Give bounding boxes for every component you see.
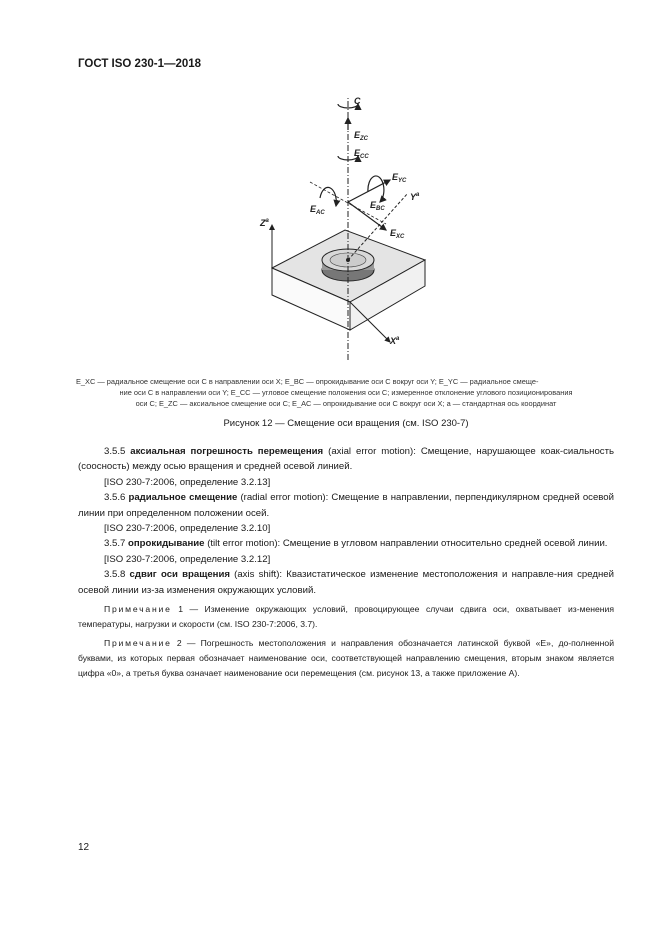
figure-legend [76,376,616,409]
page-number: 12 [78,842,90,853]
note-1: Примечание 1 — Изменение окружающих условий, провоцирующее случаи сдвига оси, охватывает из-менения температуры, нагрузки и скорости (см. ISO 230-7:2006, 3.7). [78,604,615,630]
label-ezc: $E_{ZC}$ [354,130,369,142]
figure-caption: Рисунок 12 — Смещение оси вращения (см. ISO 230-7) [223,418,469,429]
label-c: C [354,96,361,106]
label-ecc: $E_{CC}$ [354,148,369,160]
legend-line-2: ние оси C в направлении оси Y; E_CC — угловое смещение положения оси C; измеренное отклонение углового позиционирования [119,388,573,397]
section-3-5-7: 3.5.7 опрокидывание (tilt error motion): Смещение в угловом направлении относительно средней осевой линии. [104,538,608,550]
section-3-5-5-ref: [ISO 230-7:2006, определение 3.2.13] [104,476,271,488]
label-eyc: $E_{YC}$ [392,172,407,184]
section-3-5-6-ref: [ISO 230-7:2006, определение 3.2.10] [104,523,271,535]
label-z-axis: $Z^а$ [260,218,269,228]
label-y-axis: $Y^а$ [410,192,420,202]
section-3-5-5: 3.5.5 аксиальная погрешность перемещения (axial error motion): Смещение, нарушающее коак-сиальность (соосность) между осью вращения и средней осевой линией. [78,446,614,473]
tilt-ebc-arrow [368,176,384,202]
legend-line-3: оси C; E_ZC — аксиальное смещение оси C; E_AC — опрокидывание оси C вокруг оси X; а — стандартная ось координат [135,399,557,408]
label-eac: $E_{AC}$ [310,204,325,216]
legend-line-1: E_XC — радиальное смещение оси C в направлении оси X; E_BC — опрокидывание оси C вокруг оси Y; E_YC — радиальное смеще- [76,377,539,386]
label-ebc: $E_{BC}$ [370,200,385,212]
note-2: Примечание 2 — Погрешность местоположения и направления обозначается латинской буквой «E», до-полненной буквами, из которых первая обозначает наименование оси, соответствующей направлению смещения, вторым знаком является цифра «0», а третья буква означает наименование оси перемещения (см. рисунок 13, а также приложение А). [78,638,614,679]
tilt-eac-arrow [320,187,336,206]
section-3-5-8: 3.5.8 сдвиг оси вращения (axis shift): Квазистатическое изменение местоположения и направле-ния средней осевой линии из-за изменения окружающих условий. [78,569,614,596]
label-exc: $E_{XC}$ [390,228,405,240]
section-3-5-7-ref: [ISO 230-7:2006, определение 3.2.12] [104,553,271,565]
document-header: ГОСТ ISO 230-1—2018 [78,58,202,70]
label-x-axis: $X^а$ [390,336,400,346]
section-3-5-6: 3.5.6 радиальное смещение (radial error motion): Смещение в направлении, перпендикулярном средней осевой линии при определенном положении осей. [78,492,614,519]
axis-error-figure [250,90,450,370]
document-body [78,444,614,681]
